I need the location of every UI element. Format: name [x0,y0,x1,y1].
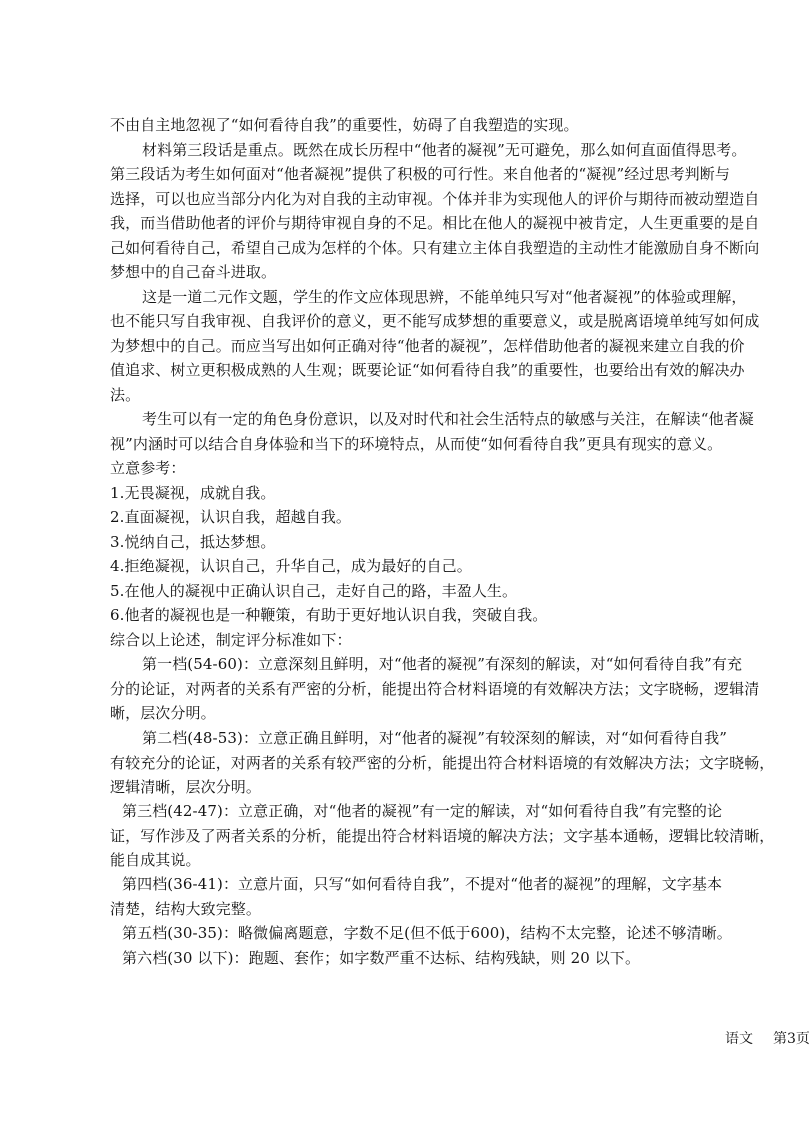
idea-item: 2.直面凝视，认识自我，超越自我。 [110,508,352,526]
text-line: 逻辑清晰，层次分明。 [110,778,262,796]
text-line: 第三段话为考生如何面对“他者凝视”提供了积极的可行性。来自他者的“凝视”经过思考判断与 [110,165,730,183]
text-line: 第四档(36-41)：立意片面，只写“如何看待自我”，不提对“他者的凝视”的理解，文字基本 [122,875,723,893]
idea-item: 4.拒绝凝视，认识自己，升华自己，成为最好的自己。 [110,557,472,575]
text-line: 第二档(48-53)：立意正确且鲜明，对“他者的凝视”有较深刻的解读，对“如何看待自我” [142,729,728,747]
page-footer [725,1028,810,1048]
text-line: 分的论证，对两者的关系有严密的分析，能提出符合材料语境的有效解决方法；文字晓畅，逻辑清 [110,679,760,698]
text-line: 不由自主地忽视了“如何看待自我”的重要性，妨碍了自我塑造的实现。 [110,116,579,134]
text-line: 第六档(30 以下)：跑题、套作；如字数严重不达标、结构残缺，则 20 以下。 [122,949,641,967]
text-line: 视”内涵时可以结合自身体验和当下的环境特点，从而使“如何看待自我”更具有现实的意义。 [110,434,723,453]
text-line: 值追求、树立更积极成熟的人生观；既要论证“如何看待自我”的重要性，也要给出有效的解决办 [110,361,745,379]
text-line: 清楚，结构大致完整。 [110,899,262,918]
idea-item: 1.无畏凝视，成就自我。 [110,483,276,502]
grade-5 [110,921,790,946]
footer-subject: 语文 [725,1031,753,1047]
paragraph-3 [110,285,790,408]
text-line: 梦想中的自己奋斗进取。 [110,263,277,281]
idea-item: 5.在他人的凝视中正确认识自己，走好自己的路，丰盈人生。 [110,581,518,600]
text-line: 材料第三段话是重点。既然在成长历程中“他者的凝视”无可避免，那么如何直面值得思考。 [142,140,747,159]
grade-6 [110,946,790,971]
paragraph-4 [110,407,790,456]
text-line: 为梦想中的自己。而应当写出如何正确对待“他者的凝视”，怎样借助他者的凝视来建立自我的价 [110,336,745,355]
idea-item: 6.他者的凝视也是一种鞭策，有助于更好地认识自我，突破自我。 [110,606,548,624]
text-line: 也不能只写自我审视、自我评价的意义，更不能写成梦想的重要意义，或是脱离语境单纯写如何成 [110,312,760,330]
text-line: 证，写作涉及了两者关系的分析，能提出符合材料语境的解决方法；文字基本通畅，逻辑比较清晰， [110,826,775,845]
paragraph-2 [110,138,790,285]
grade-1 [110,652,790,726]
grade-4 [110,872,790,921]
ideas-heading: 立意参考： [110,459,186,477]
summary-line: 综合以上论述，制定评分标准如下： [110,630,352,649]
text-line: 能自成其说。 [110,851,201,869]
grade-2 [110,726,790,800]
text-line: 这是一道二元作文题，学生的作文应体现思辨，不能单纯只写对“他者凝视”的体验或理解， [142,287,747,306]
idea-item: 3.悦纳自己，抵达梦想。 [110,532,276,551]
grade-3 [110,799,790,873]
text-line: 第三档(42-47)：立意正确，对“他者的凝视”有一定的解读，对“如何看待自我”有完整的论 [122,802,723,820]
text-line: 我，而当借助他者的评价与期待审视自身的不足。相比在他人的凝视中被肯定，人生更重要的是自 [110,214,760,232]
text-line: 己如何看待自己，希望自己成为怎样的个体。只有建立主体自我塑造的主动性才能激励自身不断向 [110,238,760,257]
text-line: 法。 [110,385,141,404]
ideas-section [110,456,790,652]
text-line: 晰，层次分明。 [110,704,216,722]
paragraph-1 [110,113,790,138]
page-number: 第3页 [773,1031,810,1047]
text-line: 选择，可以也应当部分内化为对自我的主动审视。个体并非为实现他人的评价与期待而被动塑造自 [110,189,760,208]
text-line: 第一档(54-60)：立意深刻且鲜明，对“他者的凝视”有深刻的解读，对“如何看待自我”有充 [142,655,743,673]
text-line: 考生可以有一定的角色身份意识，以及对时代和社会生活特点的敏感与关注，在解读“他者凝 [142,410,754,428]
text-line: 第五档(30-35)：略微偏离题意，字数不足(但不低于600)，结构不太完整，论述不够清晰。 [122,924,732,942]
text-line: 有较充分的论证，对两者的关系有较严密的分析，能提出符合材料语境的有效解决方法；文字晓畅， [110,753,775,772]
